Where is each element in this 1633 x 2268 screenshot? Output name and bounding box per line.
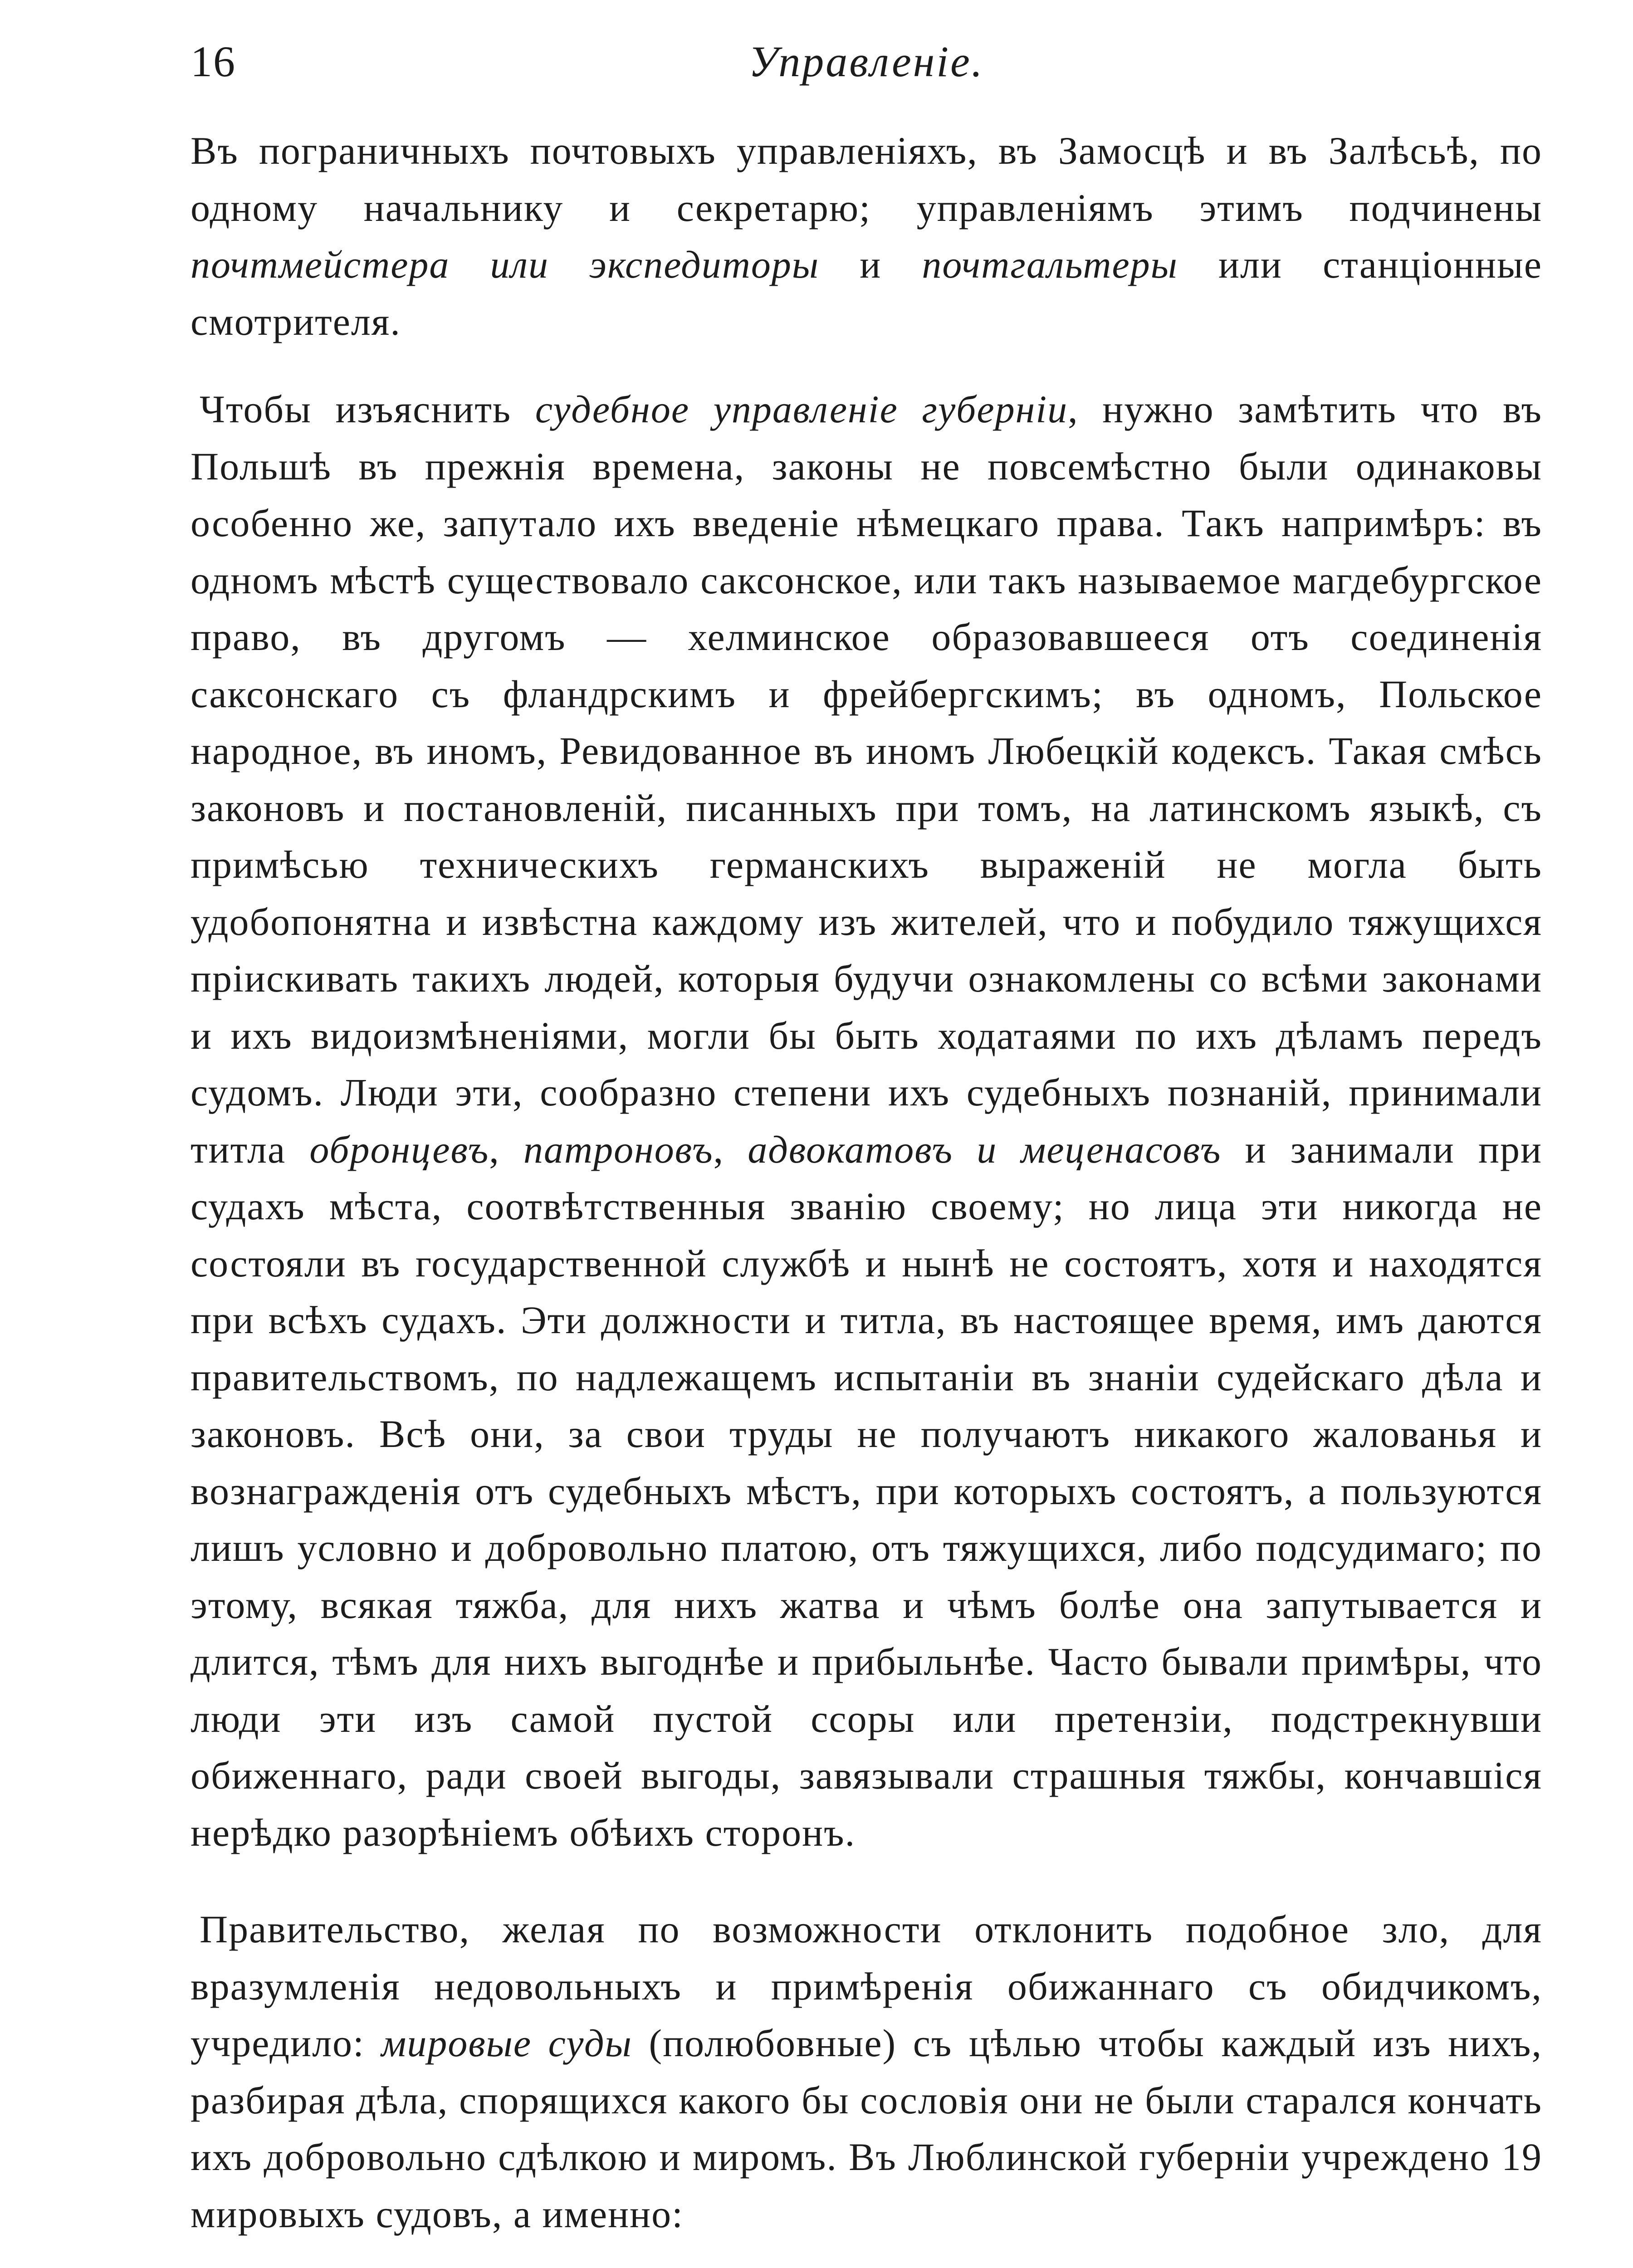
paragraph-postal-administration xyxy=(191,122,1542,350)
running-title: Управленіе. xyxy=(748,37,984,86)
italic-term: почтмейстера или экспедиторы xyxy=(191,243,820,286)
text-segment: или станціонные смотрителя. xyxy=(191,243,1542,343)
text-segment: и xyxy=(819,243,922,286)
italic-term: патроновъ xyxy=(523,1127,714,1171)
text-segment: Чтобы изъяснить xyxy=(200,387,535,431)
paragraph-peace-courts xyxy=(191,1901,1542,2243)
text-segment: (полюбовные) съ цѣлью чтобы каждый изъ нихъ, разбирая дѣла, спорящихся какого бы сословія они не были старался кончать ихъ добровольно сдѣлкою и миромъ. Въ Люблинской губерніи учреждено 19 мировыхъ судовъ, а именно: xyxy=(191,2021,1542,2236)
italic-term: мировые суды xyxy=(381,2021,632,2065)
page-number: 16 xyxy=(191,37,236,86)
text-segment: , нужно замѣтить что въ Польшѣ въ прежнія времена, законы не повсемѣстно были одинаковы особенно же, запутало ихъ введеніе нѣмецкаго права. Такъ напримѣръ: въ одномъ мѣстѣ существовало саксонское, или такъ называемое магдебургское право, въ другомъ — хелминское образовавшееся отъ соединенія саксонскаго съ фландрскимъ и фрейбергскимъ; въ одномъ, Польское народное, въ иномъ, Ревидованное въ иномъ Любецкій кодексъ. Такая смѣсь законовъ и постановленій, писанныхъ при томъ, на латинскомъ языкѣ, съ примѣсью техническихъ германскихъ выраженій не могла быть удобопонятна и извѣстна каждому изъ жителей, что и побудило тяжущихся пріискивать такихъ людей, которыя будучи ознакомлены со всѣми законами и ихъ видоизмѣненіями, могли бы быть ходатаями по ихъ дѣламъ передъ судомъ. Люди эти, сообразно степени ихъ судебныхъ познаній, принимали титла xyxy=(191,387,1542,1171)
italic-term: обронцевъ xyxy=(309,1127,489,1171)
paragraph-judicial-administration xyxy=(191,381,1542,1861)
body-text xyxy=(191,122,1542,2243)
text-segment: , xyxy=(489,1127,524,1171)
text-segment: и занимали при судахъ мѣста, соотвѣтственныя званію своему; но лица эти никогда не состояли въ государственной службѣ и нынѣ не состоятъ, хотя и находятся при всѣхъ судахъ. Эти должности и титла, въ настоящее время, имъ даются правительствомъ, по надлежащемъ испытаніи въ знаніи судейскаго дѣла и законовъ. Всѣ они, за свои труды не получаютъ никакого жалованья и вознагражденія отъ судебныхъ мѣстъ, при которыхъ состоятъ, а пользуются лишъ условно и добровольно платою, отъ тяжущихся, либо подсудимаго; по этому, всякая тяжба, для нихъ жатва и чѣмъ болѣе она запутывается и длится, тѣмъ для нихъ выгоднѣе и прибыльнѣе. Часто бывали примѣры, что люди эти изъ самой пустой ссоры или претензіи, подстрекнувши обиженнаго, ради своей выгоды, завязывали страшныя тяжбы, кончавшіся нерѣдко разорѣніемъ обѣихъ сторонъ. xyxy=(191,1127,1543,1854)
text-segment: Правительство, желая по возможности отклонить подобное зло, для вразумленія недовольныхъ и примѣренія обижаннаго съ обидчикомъ, учредило: xyxy=(191,1907,1542,2065)
text-segment: , xyxy=(713,1127,748,1171)
italic-term: судебное управленіе губерніи xyxy=(535,387,1068,431)
italic-term: адвокатовъ и меценасовъ xyxy=(748,1127,1222,1171)
text-segment: Въ пограничныхъ почтовыхъ управленіяхъ, въ Замосцѣ и въ Залѣсьѣ, по одному начальнику и секретарю; управленіямъ этимъ подчинены xyxy=(191,129,1542,230)
page-header xyxy=(191,32,1542,100)
italic-term: почтгальтеры xyxy=(922,243,1178,286)
